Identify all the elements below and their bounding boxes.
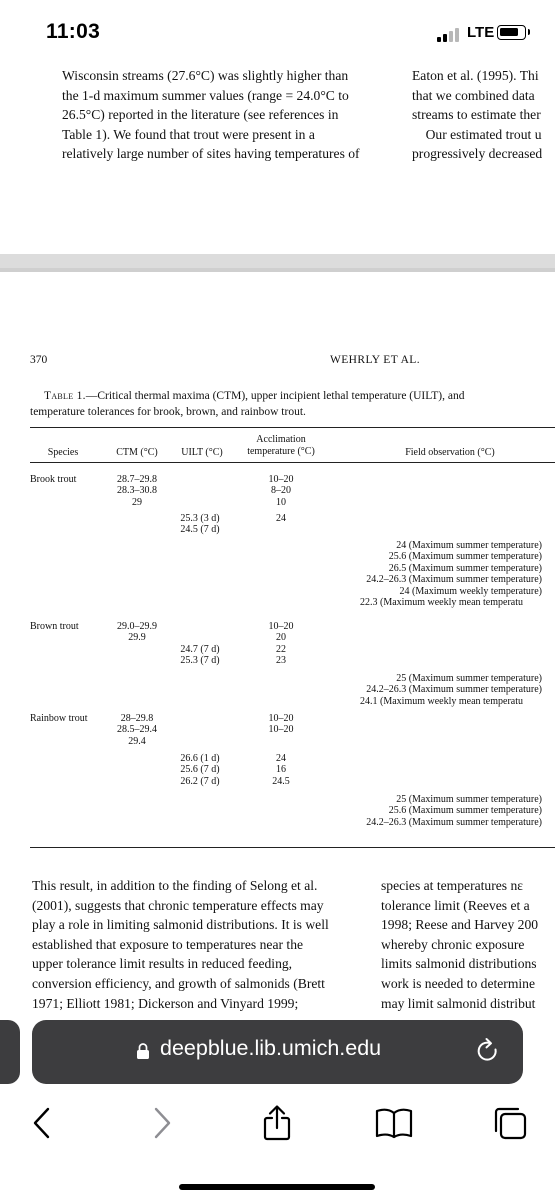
back-button[interactable] bbox=[20, 1103, 64, 1143]
brook-field-last: 22.3 (Maximum weekly mean temperatu bbox=[360, 597, 524, 608]
text-line: streams to estimate ther bbox=[412, 107, 541, 123]
forward-button[interactable] bbox=[140, 1103, 184, 1143]
reload-icon[interactable] bbox=[475, 1037, 501, 1065]
rainbow-acclimation-uilt: 24 16 24.5 bbox=[272, 753, 290, 787]
running-head: WEHRLY ET AL. bbox=[330, 354, 420, 366]
brown-acclimation-ctm: 10–20 20 bbox=[268, 621, 294, 644]
brown-acclimation-uilt: 22 23 bbox=[276, 644, 286, 667]
text-line: Wisconsin streams (27.6°C) was slightly higher than bbox=[62, 68, 349, 83]
caption-text: temperature tolerances for brook, brown, and rainbow trout. bbox=[30, 406, 306, 418]
table-header-rule bbox=[30, 462, 555, 463]
table-bottom-rule bbox=[30, 847, 555, 848]
text-line: play a role in limiting salmonid distributions. It is well bbox=[32, 917, 329, 933]
bookmarks-button[interactable] bbox=[372, 1103, 416, 1143]
lock-icon bbox=[136, 1042, 150, 1060]
chevron-left-icon bbox=[32, 1106, 52, 1140]
text-line: This result, in addition to the finding of Selong et al. bbox=[32, 878, 318, 893]
text-line: species at temperatures nε bbox=[381, 878, 523, 893]
text-line: Table 1). We found that trout were present in a bbox=[62, 126, 315, 142]
brook-acclimation-ctm: 10–20 8–20 10 bbox=[268, 474, 294, 508]
body-right-column bbox=[381, 876, 555, 1013]
text-line: relatively large number of sites having temperatures of bbox=[62, 146, 360, 162]
status-bar bbox=[0, 0, 555, 66]
rainbow-acclimation-ctm: 10–20 10–20 bbox=[268, 713, 294, 736]
home-indicator[interactable] bbox=[179, 1184, 375, 1190]
url-text[interactable]: deepblue.lib.umich.edu bbox=[160, 1036, 382, 1060]
page-top-right-column bbox=[412, 66, 555, 164]
brook-field: 24 (Maximum summer temperature) 25.6 (Maximum summer temperature) 26.5 (Maximum summer temperature) 24.2–26.3 (Maximum summer temperature) 24 (Maximum weekly temperature) bbox=[366, 540, 542, 597]
col-header-uilt: UILT (°C) bbox=[181, 447, 223, 458]
col-header-ctm: CTM (°C) bbox=[116, 447, 158, 458]
text-line: 26.5°C) reported in the literature (see references in bbox=[62, 107, 339, 123]
previous-tab-pill[interactable] bbox=[0, 1020, 20, 1084]
text-line: work is needed to determine bbox=[381, 975, 536, 991]
battery-icon bbox=[497, 25, 526, 40]
brown-uilt: 24.7 (7 d) 25.3 (7 d) bbox=[180, 644, 220, 667]
rainbow-uilt: 26.6 (1 d) 25.6 (7 d) 26.2 (7 d) bbox=[180, 753, 220, 787]
text-line: Our estimated trout u bbox=[412, 126, 542, 142]
rainbow-field: 25 (Maximum summer temperature) 25.6 (Maximum summer temperature) 24.2–26.3 (Maximum summer temperature) bbox=[366, 794, 542, 828]
page-separator bbox=[0, 254, 555, 272]
text-line: (2001), suggests that chronic temperature effects may bbox=[32, 897, 324, 913]
text-line: 1998; Reese and Harvey 200 bbox=[381, 917, 539, 933]
address-bar[interactable] bbox=[32, 1020, 523, 1084]
col-header-field: Field observation (°C) bbox=[405, 447, 495, 458]
tabs-button[interactable] bbox=[488, 1103, 532, 1143]
text-line: established that exposure to temperatures near the bbox=[32, 936, 304, 952]
col-header-acclimation: Acclimation temperature (°C) bbox=[247, 434, 315, 457]
share-icon bbox=[261, 1104, 293, 1142]
pdf-page-previous bbox=[0, 66, 555, 254]
text-line: upper tolerance limit results in reduced feeding, bbox=[32, 956, 293, 972]
network-type: LTE bbox=[467, 24, 495, 41]
brook-acclimation-uilt: 24 bbox=[276, 513, 286, 524]
brown-field-last: 24.1 (Maximum weekly mean temperatu bbox=[360, 696, 524, 707]
table-row-brook-species: Brook trout bbox=[30, 474, 77, 485]
table-top-rule bbox=[30, 427, 555, 428]
text-line: tolerance limit (Reeves et a bbox=[381, 897, 530, 913]
text-line: whereby chronic exposure bbox=[381, 936, 525, 952]
pdf-page-370 bbox=[0, 272, 555, 1020]
share-button[interactable] bbox=[255, 1103, 299, 1143]
table-caption bbox=[30, 388, 555, 420]
page-top-left-column bbox=[62, 66, 394, 164]
signal-strength-icon bbox=[437, 28, 463, 42]
text-line: limits salmonid distributions bbox=[381, 956, 537, 972]
text-line: progressively decreased bbox=[412, 146, 543, 162]
brown-ctm: 29.0–29.9 29.9 bbox=[117, 621, 157, 644]
status-time: 11:03 bbox=[46, 20, 101, 43]
col-header-species: Species bbox=[47, 447, 79, 458]
table-row-brown-species: Brown trout bbox=[30, 621, 79, 632]
caption-text: —Critical thermal maxima (CTM), upper incipient lethal temperature (UILT), and bbox=[85, 390, 465, 402]
table-label: Table 1. bbox=[44, 390, 86, 402]
text-line: may limit salmonid distribut bbox=[381, 995, 536, 1011]
brown-field: 25 (Maximum summer temperature) 24.2–26.3 (Maximum summer temperature) bbox=[366, 673, 542, 696]
rainbow-ctm: 28–29.8 28.5–29.4 29.4 bbox=[117, 713, 157, 747]
chevron-right-icon bbox=[152, 1106, 172, 1140]
text-line: that we combined data bbox=[412, 87, 535, 103]
tabs-icon bbox=[492, 1105, 528, 1141]
body-left-column bbox=[32, 876, 362, 1013]
text-line: Eaton et al. (1995). Thi bbox=[412, 68, 539, 83]
page-number: 370 bbox=[30, 354, 48, 366]
text-line: conversion efficiency, and growth of salmonids (Brett bbox=[32, 975, 325, 991]
text-line: the 1-d maximum summer values (range = 24.0°C to bbox=[62, 87, 349, 103]
book-icon bbox=[374, 1106, 414, 1140]
brook-uilt: 25.3 (3 d) 24.5 (7 d) bbox=[180, 513, 220, 536]
table-row-rainbow-species: Rainbow trout bbox=[30, 713, 88, 724]
brook-ctm: 28.7–29.8 28.3–30.8 29 bbox=[117, 474, 157, 508]
text-line: 1971; Elliott 1981; Dickerson and Vinyard 1999; bbox=[32, 995, 299, 1011]
